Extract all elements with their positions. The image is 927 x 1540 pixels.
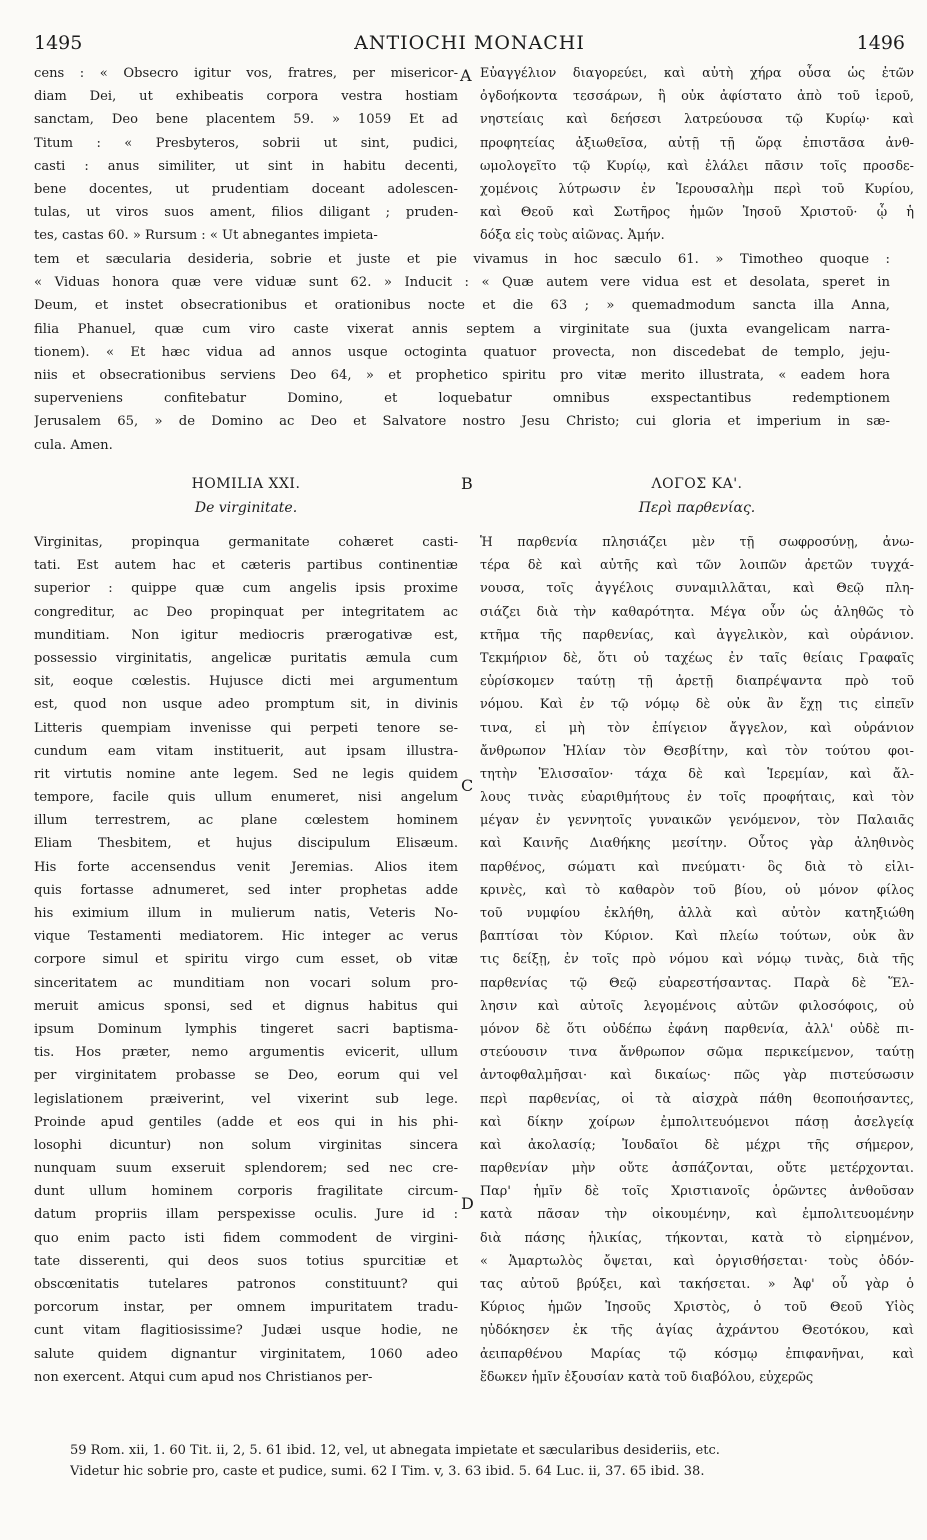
latin-text-line: tulas, ut viros suos ament, filios diligant ; pruden- [34, 205, 458, 221]
greek-text-line: λησιν καὶ αὐτοῖς λεγομένοις αὐτῶν φιλοσόφοις, οὐ [480, 998, 914, 1014]
latin-text-line: tate disserenti, qui deos suos totius spurcitiæ et [34, 1253, 458, 1269]
latin-column-body [34, 531, 458, 1389]
latin-text-line: tes, castas 60. » Rursum : « Ut abnegantes impieta- [34, 228, 378, 244]
latin-text-line: vique Testamenti mediatorem. Hic integer ac verus [34, 929, 458, 945]
greek-text-line: μόνον δὲ ὅτι οὐδέπω ἐφάνη παρθενία, ἀλλ' οὐδὲ πι- [480, 1021, 914, 1037]
latin-text-line: Deum, et instet obsecrationibus et orationibus nocte et die 63 ; » quemadmodum sancta illa Anna, [34, 298, 890, 314]
latin-text-line: tis. Hos præter, nemo argumentis evicerit, ullum [34, 1045, 458, 1061]
greek-text-line: παρθενίας τῷ Θεῷ εὐαρεστήσαντας. Παρὰ δὲ Ἕλ- [480, 975, 914, 991]
margin-letter-a: A [460, 66, 472, 85]
greek-text-line: βαπτίσαι τὸν Κύριον. Καὶ πλείω τούτων, οὐκ ἂν [480, 929, 914, 945]
greek-homily-title: ΛΟΓΟΣ ΚΑ'. [651, 476, 743, 492]
latin-text-line: ipsum Dominum lymphis tingeret sacri baptisma- [34, 1021, 458, 1037]
latin-text-line: quis fortasse adnumeret, sed inter prophetas adde [34, 882, 458, 898]
greek-text-line: νουσα, τοῖς ἀγγέλοις συναμιλλᾶται, καὶ Θεῷ πλη- [480, 581, 914, 597]
latin-text-line: salute quidem dignantur virginitatem, 1060 adeo [34, 1346, 458, 1362]
greek-text-line: καὶ δίκην χοίρων ἐμπολιτευόμενοι πάσῃ ἀσελγείᾳ [480, 1114, 914, 1130]
latin-text-line: Virginitas, propinqua germanitate cohæret casti- [34, 535, 458, 550]
greek-column-top [480, 62, 914, 248]
greek-text-line: κτῆμα τῆς παρθενίας, καὶ ἀγγελικὸν, καὶ οὐράνιον. [480, 627, 914, 643]
greek-text-line: ἀειπαρθένου Μαρίας τῷ κόσμῳ ἐπιφανῆναι, καὶ [480, 1346, 914, 1362]
latin-text-line: dunt ullum hominem corporis fragilitate circum- [34, 1184, 458, 1200]
greek-text-line: κρινὲς, καὶ τὸ καθαρὸν τοῦ βίου, οὐ μόνον φίλος [480, 882, 914, 898]
greek-text-line: τις δείξῃ, ἐν τοῖς πρὸ νόμου καὶ νόμῳ τινὰς, διὰ τῆς [480, 952, 914, 968]
greek-text-line: προφητείας ἀξιωθεῖσα, αὐτῇ τῇ ὥρᾳ ἐπιστᾶσα ἀνθ- [480, 135, 914, 151]
greek-text-line: ἄνθρωπον Ἠλίαν τὸν Θεσβίτην, καὶ τὸν τούτου φοι- [480, 743, 914, 759]
latin-text-line: munditiam. Non igitur mediocris prærogativæ est, [34, 627, 458, 643]
latin-text-line: tem et sæcularia desideria, sobrie et juste et pie vivamus in hoc sæculo 61. » Timotheo quoque : [34, 252, 890, 267]
greek-text-line: ἔδωκεν ἡμῖν ἐξουσίαν κατὰ τοῦ διαβόλου, εὐχερῶς [480, 1369, 814, 1385]
greek-text-line: τέρα δὲ καὶ αὐτῆς καὶ τῶν λοιπῶν ἀρετῶν τυγχά- [480, 558, 914, 574]
greek-column-body [480, 531, 914, 1389]
greek-text-line: σιάζει διὰ τὴν καθαρότητα. Μέγα οὖν ὡς ἀληθῶς τὸ [480, 604, 914, 620]
latin-text-line: quo enim pacto isti fidem commodent de virgini- [34, 1230, 458, 1246]
greek-text-line: τητὴν Ἐλισσαῖον· τάχα δὲ καὶ Ἱερεμίαν, καὶ ἄλ- [480, 766, 914, 782]
running-header [34, 32, 905, 56]
greek-text-line: διὰ πάσης ἡλικίας, τήκονται, κατὰ τὸ εἰρημένον, [480, 1230, 914, 1246]
latin-homily-subtitle: De virginitate. [194, 500, 298, 516]
footnote-line: 59 Rom. xii, 1. 60 Tit. ii, 2, 5. 61 ibid. 12, vel, ut abnegata impietate et sæcularibus desideriis, etc. [70, 1443, 720, 1458]
latin-text-line: tati. Est autem hac et cæteris partibus continentiæ [34, 558, 458, 574]
footnote-line: Videtur hic sobrie pro, caste et pudice, sumi. 62 I Tim. v, 3. 63 ibid. 5. 64 Luc. ii, 37. 65 ibid. 38. [70, 1464, 705, 1479]
latin-text-line: Jerusalem 65, » de Domino ac Deo et Salvatore nostro Jesu Christo; cui gloria et imperium in sæ- [34, 414, 890, 430]
greek-text-line: περὶ παρθενίας, οἱ τὰ αἰσχρὰ πάθη θεοποιήσαντες, [480, 1091, 914, 1107]
latin-full-width-paragraph [34, 248, 890, 457]
latin-text-line: nunquam suum exseruit splendorem; sed nec cre- [34, 1161, 458, 1177]
greek-text-line: καὶ Θεοῦ καὶ Σωτῆρος ἡμῶν Ἰησοῦ Χριστοῦ· ᾧ ἡ [480, 205, 914, 221]
latin-text-line: losophi dicuntur) non solum virginitas sincera [34, 1137, 458, 1153]
latin-text-line: possessio virginitatis, angelicæ puritatis æmula cum [34, 650, 458, 666]
latin-text-line: filia Phanuel, quæ cum viro caste vixerat annis septem a virginitate sua (juxta evangelicam narra- [34, 321, 890, 337]
latin-text-line: datum propriis illam perspexisse oculis. Jure id : [34, 1207, 458, 1223]
greek-text-line: τοῦ νυμφίου ἐκλήθη, ἀλλὰ καὶ αὐτὸν κατηξιώθη [480, 906, 914, 921]
greek-text-line: ηὐδόκησεν ἐκ τῆς ἁγίας ἀχράντου Θεοτόκου, καὶ [480, 1323, 914, 1339]
latin-text-line: non exercent. Atqui cum apud nos Christianos per- [34, 1369, 373, 1385]
greek-text-line: καὶ Καινῆς Διαθήκης μεσίτην. Οὗτος γὰρ ἀληθινὸς [480, 836, 914, 852]
footnotes [70, 1440, 890, 1482]
greek-text-line: Ἡ παρθενία πλησιάζει μὲν τῇ σωφροσύνῃ, ἀνω- [480, 535, 914, 550]
latin-text-line: cens : « Obsecro igitur vos, fratres, per misericor- [34, 66, 458, 81]
latin-text-line: Titum : « Presbyteros, sobrii ut sint, pudici, [34, 135, 458, 151]
latin-text-line: illum terrestrem, ac plane cœlestem hominem [34, 813, 458, 829]
greek-text-line: μέγαν ἐν γεννητοῖς γυναικῶν γενόμενον, τὸν Παλαιᾶς [480, 813, 914, 829]
latin-text-line: bene docentes, ut prudentiam doceant adolescen- [34, 181, 458, 197]
latin-text-line: cunt vitam flagitiosissime? Judæi usque hodie, ne [34, 1323, 458, 1339]
greek-text-line: παρθενίαν μὴν οὔτε ἀσπάζονται, οὔτε μετέρχονται. [480, 1161, 914, 1177]
latin-column-top [34, 62, 458, 248]
latin-text-line: casti : anus similiter, ut sint in habitu decenti, [34, 158, 458, 174]
latin-text-line: rit virtutis nomine ante legem. Sed ne legis quidem [34, 766, 458, 782]
latin-text-line: obscœnitatis tutelares patronos constituunt? qui [34, 1277, 458, 1292]
latin-text-line: cula. Amen. [34, 437, 113, 453]
greek-text-line: Εὐαγγέλιον διαγορεύει, καὶ αὐτὴ χήρα οὖσα ὡς ἐτῶν [480, 66, 914, 81]
latin-text-line: congreditur, ac Deo propinquat per integritatem ac [34, 604, 458, 620]
greek-text-line: κατὰ πᾶσαν τὴν οἰκουμένην, καὶ ἐμπολιτευομένην [480, 1207, 914, 1223]
greek-text-line: Τεκμήριον δὲ, ὅτι οὐ ταχέως ἐν ταῖς θείαις Γραφαῖς [480, 650, 914, 666]
greek-text-line: τινα, εἰ μὴ τὸν ἐπίγειον ἄγγελον, καὶ οὐράνιον [480, 720, 914, 736]
latin-text-line: tempore, facile quis ullum enumeret, nisi angelum [34, 790, 458, 806]
margin-letter-d: D [461, 1194, 474, 1213]
latin-text-line: superior : quippe quæ cum angelis ipsis proxime [34, 581, 458, 597]
greek-text-line: εὑρίσκομεν ταύτῃ τῇ ἀρετῇ διαπρέψαντα πρὸ τοῦ [480, 674, 914, 690]
greek-homily-heading-block [480, 472, 914, 520]
latin-text-line: corpore simul et spiritu virgo cum esset, ob vitæ [34, 952, 458, 968]
latin-text-line: per virginitatem probasse se Deo, eorum qui vel [34, 1068, 458, 1084]
latin-text-line: meruit amicus sponsi, sed et dignus habitus qui [34, 998, 458, 1014]
latin-text-line: est, quod non usque adeo promptum sit, in divinis [34, 697, 458, 713]
margin-letter-b: B [461, 474, 473, 493]
greek-text-line: Παρ' ἡμῖν δὲ τοῖς Χριστιανοῖς ὁρῶντες ἀνθοῦσαν [480, 1184, 914, 1200]
latin-text-line: tionem). « Et hæc vidua ad annos usque octoginta quatuor provecta, non discedebat de templo, jeju- [34, 344, 890, 360]
greek-text-line: νηστείαις καὶ δεήσεσι λατρεύουσα τῷ Κυρίῳ· καὶ [480, 112, 914, 128]
latin-text-line: legislationem præiverint, vel vixerint sub lege. [34, 1091, 458, 1107]
greek-text-line: παρθένος, σώματι καὶ πνεύματι· ὃς διὰ τὸ εἰλι- [480, 859, 914, 875]
latin-text-line: superveniens confitebatur Domino, et loquebatur omnibus exspectantibus redemptionem [34, 391, 890, 407]
greek-text-line: τας αὐτοῦ βρύξει, καὶ τακήσεται. » Ἀφ' οὗ γὰρ ὁ [480, 1277, 914, 1292]
latin-text-line: porcorum instar, per omnem impuritatem tradu- [34, 1300, 458, 1316]
latin-text-line: sanctam, Deo bene placentem 59. » 1059 Et ad [34, 112, 458, 128]
latin-text-line: his eximium illum in mulierum natis, Veteris No- [34, 906, 458, 921]
latin-homily-heading-block [34, 472, 458, 520]
latin-text-line: His forte accensendus venit Jeremias. Alios item [34, 859, 458, 875]
page-number-right: 1496 [856, 32, 905, 54]
latin-text-line: diam Dei, ut exhibeatis corpora vestra hostiam [34, 89, 458, 105]
greek-text-line: ωμολογεῖτο τῷ Κυρίῳ, καὶ ἐλάλει πᾶσιν τοῖς προσδε- [480, 158, 914, 174]
greek-text-line: στεύουσιν τινα ἄνθρωπον σῶμα περικείμενον, ταύτῃ [480, 1045, 914, 1061]
greek-text-line: Κύριος ἡμῶν Ἰησοῦς Χριστὸς, ὁ τοῦ Θεοῦ Υἱὸς [480, 1300, 914, 1316]
running-title: ANTIOCHI MONACHI [354, 32, 585, 54]
page-number-left: 1495 [34, 32, 83, 54]
latin-text-line: Eliam Thesbitem, et hujus discipulum Elisæum. [34, 836, 458, 852]
greek-text-line: « Ἁμαρτωλὸς ὄψεται, καὶ ὀργισθήσεται· τοὺς ὀδόν- [480, 1253, 914, 1269]
greek-text-line: ὀγδοήκοντα τεσσάρων, ἣ οὐκ ἀφίστατο ἀπὸ τοῦ ἱεροῦ, [480, 89, 914, 105]
margin-letter-c: C [461, 776, 474, 795]
latin-text-line: Litteris quempiam invenisse qui perpeti tenore se- [34, 720, 458, 736]
latin-text-line: Proinde apud gentiles (adde et eos qui in his phi- [34, 1114, 458, 1130]
latin-text-line: sit, eoque cœlestis. Hujusce dicti mei argumentum [34, 674, 458, 690]
greek-text-line: λους τινὰς εὐαριθμήτους ἐν τοῖς προφήταις, καὶ τὸν [480, 790, 914, 806]
greek-text-line: δόξα εἰς τοὺς αἰῶνας. Ἀμήν. [480, 228, 665, 244]
greek-homily-subtitle: Περὶ παρθενίας. [638, 500, 756, 516]
latin-text-line: cundum eam vitam instituerit, aut ipsam illustra- [34, 743, 458, 759]
greek-text-line: νόμου. Καὶ ἐν τῷ νόμῳ δὲ οὐκ ἂν ἔχῃ τις εἰπεῖν [480, 697, 914, 713]
greek-text-line: ἀντοφθαλμῆσαι· καὶ δικαίως· πῶς γὰρ πιστεύσωσιν [480, 1068, 914, 1084]
latin-text-line: niis et obsecrationibus serviens Deo 64, » et prophetico spiritu pro vitæ merito illustrata, « eadem hora [34, 367, 890, 383]
latin-text-line: sinceritatem ac munditiam non vocari solum pro- [34, 975, 458, 991]
latin-text-line: « Viduas honora quæ vere viduæ sunt 62. » Inducit : « Quæ autem vere vidua est et desolata, speret in [34, 275, 890, 291]
greek-text-line: χομένοις λύτρωσιν ἐν Ἱερουσαλὴμ περὶ τοῦ Κυρίου, [480, 181, 914, 197]
greek-text-line: καὶ ἀκολασίᾳ; Ἰουδαῖοι δὲ μέχρι τῆς σήμερον, [480, 1137, 914, 1153]
latin-homily-title: HOMILIA XXI. [191, 476, 301, 492]
